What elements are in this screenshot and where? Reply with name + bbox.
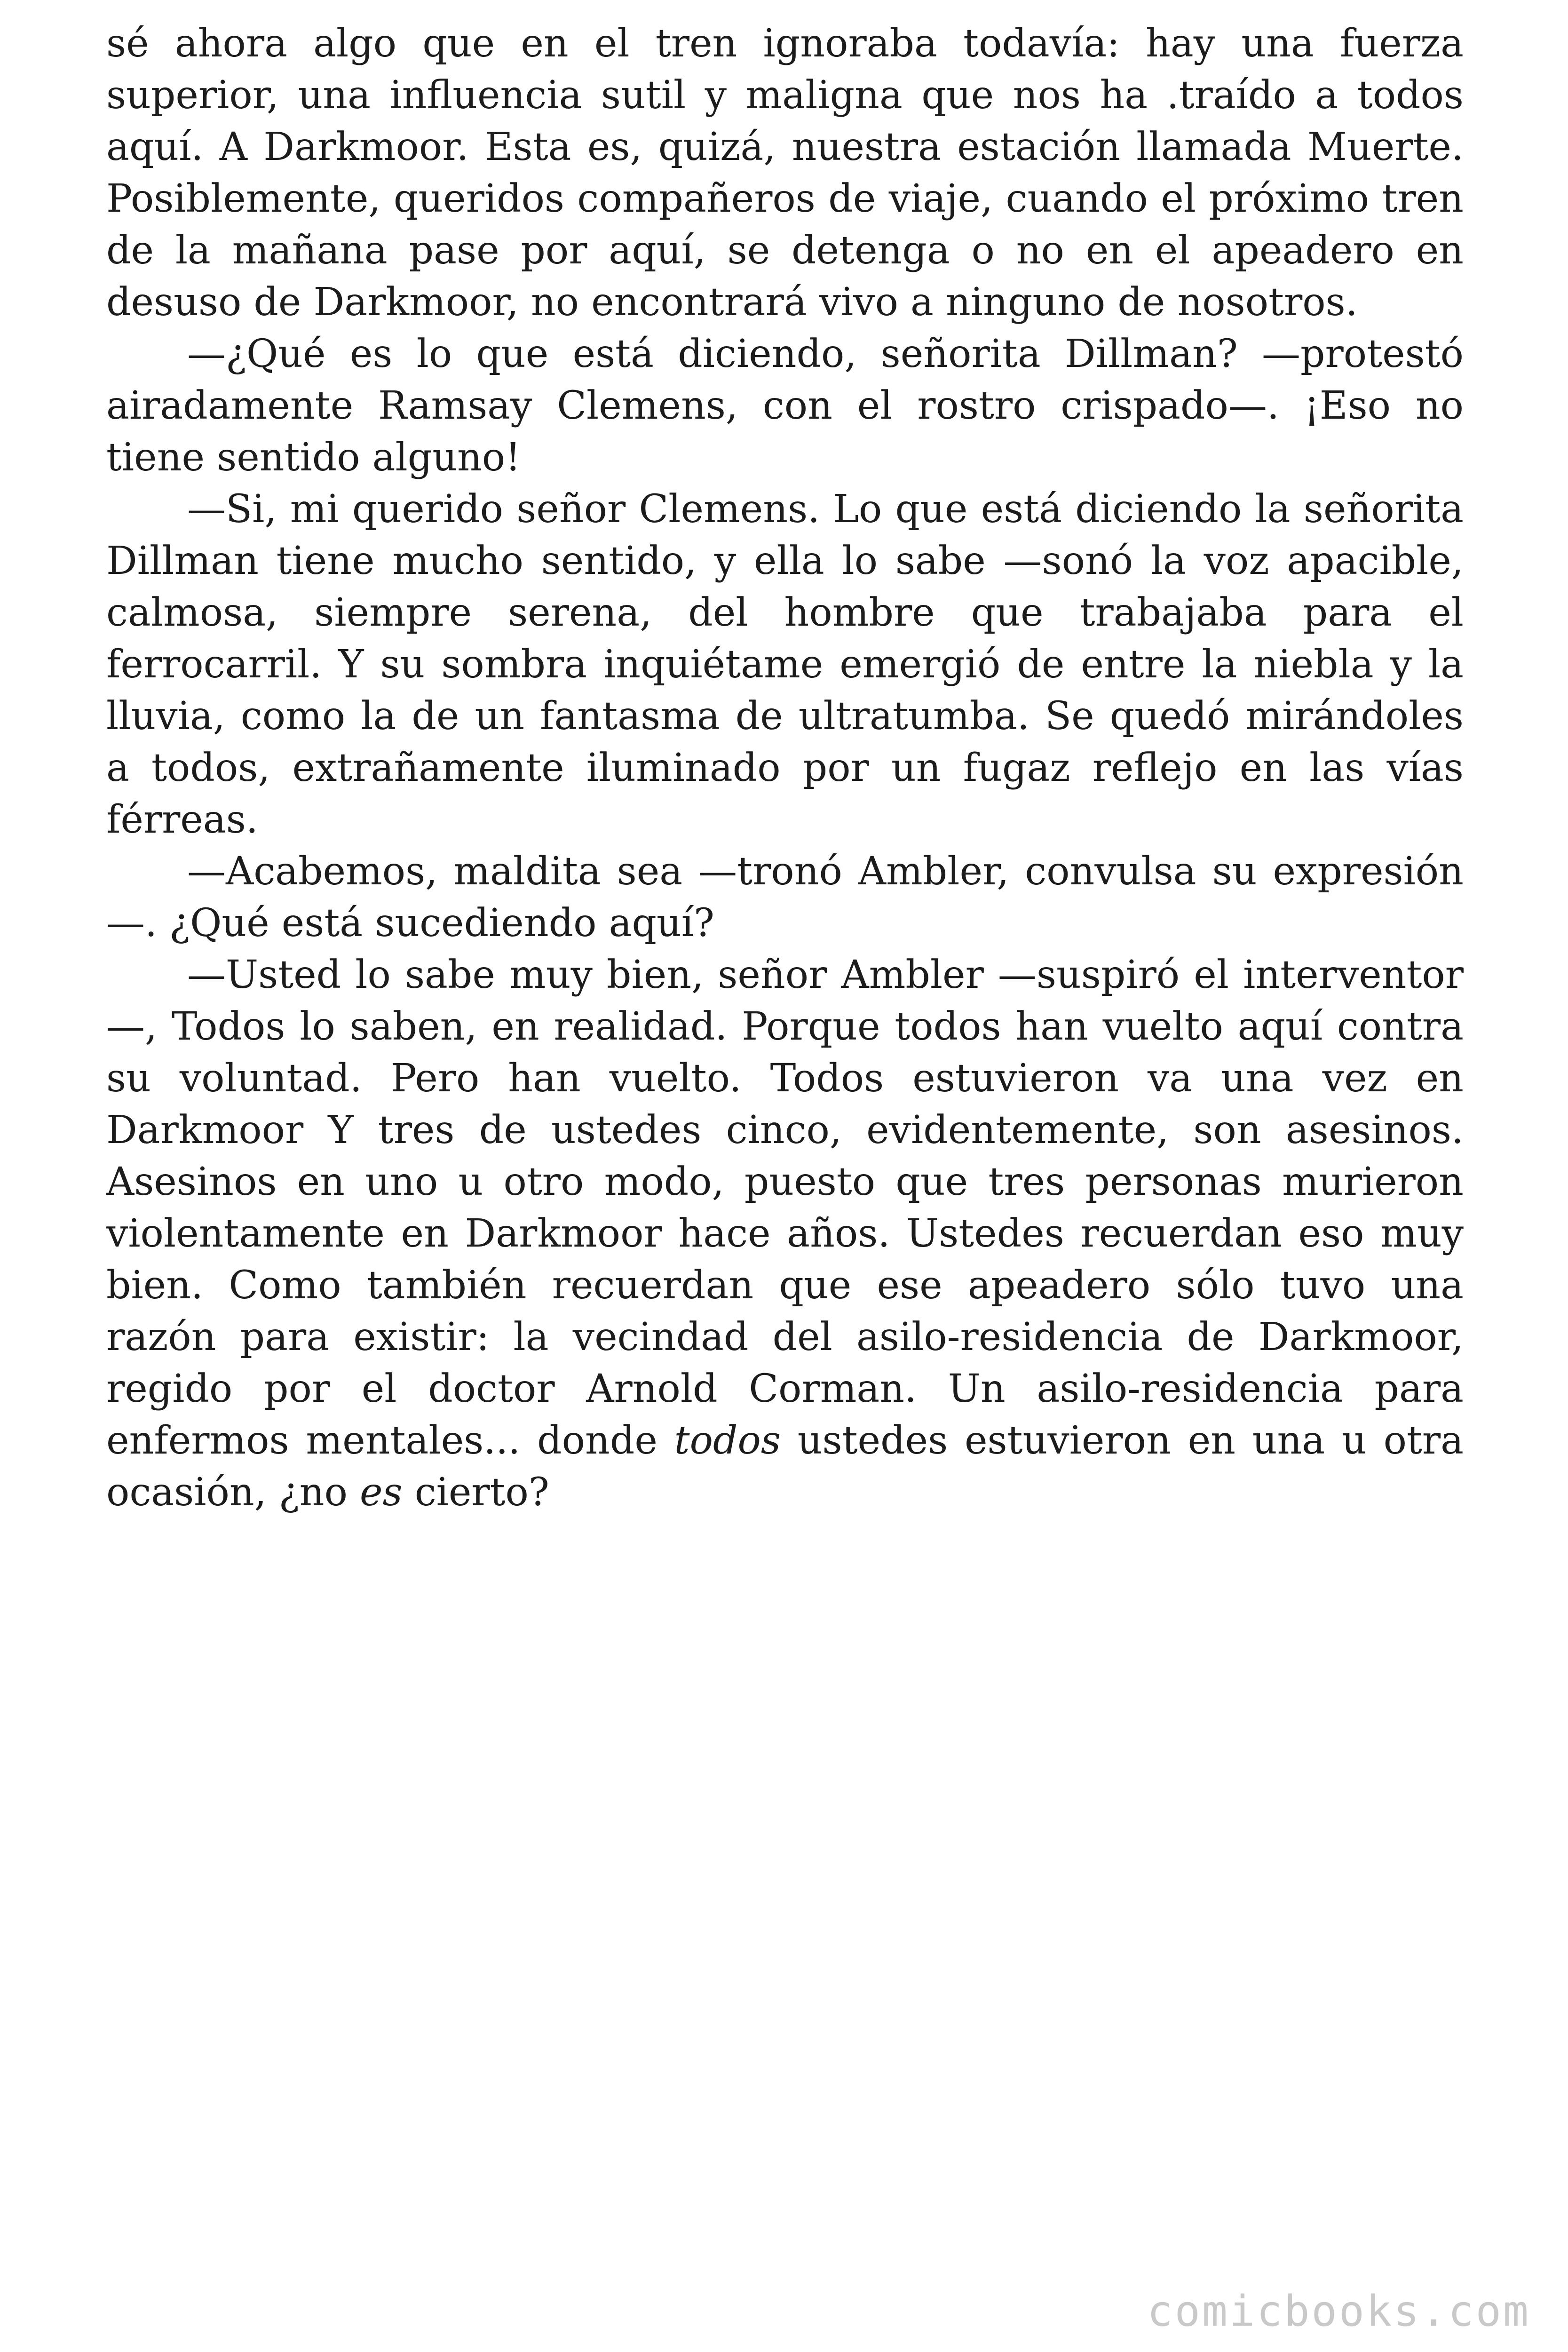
paragraph-5-emphasis-todos: todos: [674, 1418, 781, 1463]
paragraph-2: [106, 328, 1464, 484]
page-body-text: [106, 18, 1464, 1518]
paragraph-5-text-b: ustedes estuvieron en una u otra ocasión, ¿no: [106, 1418, 1464, 1515]
paragraph-3: [106, 484, 1464, 846]
paragraph-5-emphasis-es: es: [360, 1470, 403, 1515]
site-watermark: comicbooks.com: [1147, 2287, 1530, 2336]
paragraph-1: [106, 18, 1464, 328]
paragraph-4: [106, 846, 1464, 949]
paragraph-1-text: sé ahora algo que en el tren ignoraba todavía: hay una fuerza superior, una influencia sutil y maligna que nos ha .traído a todos aquí. A Darkmoor. Esta es, quizá, nuestra estación llamada Muerte. Posiblemente, queridos compañeros de viaje, cuando el próximo tren de la mañana pase por aquí, se detenga o no en el apeadero en desuso de Darkmoor, no encontrará vivo a ninguno de nosotros.: [106, 21, 1464, 325]
paragraph-2-text: —¿Qué es lo que está diciendo, señorita Dillman? —protestó airadamente Ramsay Clemens, con el rostro crispado—. ¡Eso no tiene sentido alguno!: [106, 332, 1464, 480]
paragraph-5-text-c: cierto?: [402, 1470, 549, 1515]
paragraph-4-text: —Acabemos, maldita sea —tronó Ambler, convulsa su expresión —. ¿Qué está sucediendo aquí?: [106, 849, 1464, 946]
paragraph-5-text-a: —Usted lo sabe muy bien, señor Ambler —suspiró el interventor —, Todos lo saben, en realidad. Porque todos han vuelto aquí contra su voluntad. Pero han vuelto. Todos estuvieron va una vez en Darkmoor Y tres de ustedes cinco, evidentemente, son asesinos. Asesinos en uno u otro modo, puesto que tres personas murieron violentamente en Darkmoor hace años. Ustedes recuerdan eso muy bien. Como también recuerdan que ese apeadero sólo tuvo una razón para existir: la vecindad del asilo-residencia de Darkmoor, regido por el doctor Arnold Corman. Un asilo-residencia para enfermos mentales... donde: [106, 953, 1464, 1463]
paragraph-5: [106, 949, 1464, 1518]
paragraph-3-text: —Si, mi querido señor Clemens. Lo que está diciendo la señorita Dillman tiene mucho sentido, y ella lo sabe —sonó la voz apacible, calmosa, siempre serena, del hombre que trabajaba para el ferrocarril. Y su sombra inquiétame emergió de entre la niebla y la lluvia, como la de un fantasma de ultratumba. Se quedó mirándoles a todos, extrañamente iluminado por un fugaz reflejo en las vías férreas.: [106, 487, 1464, 842]
